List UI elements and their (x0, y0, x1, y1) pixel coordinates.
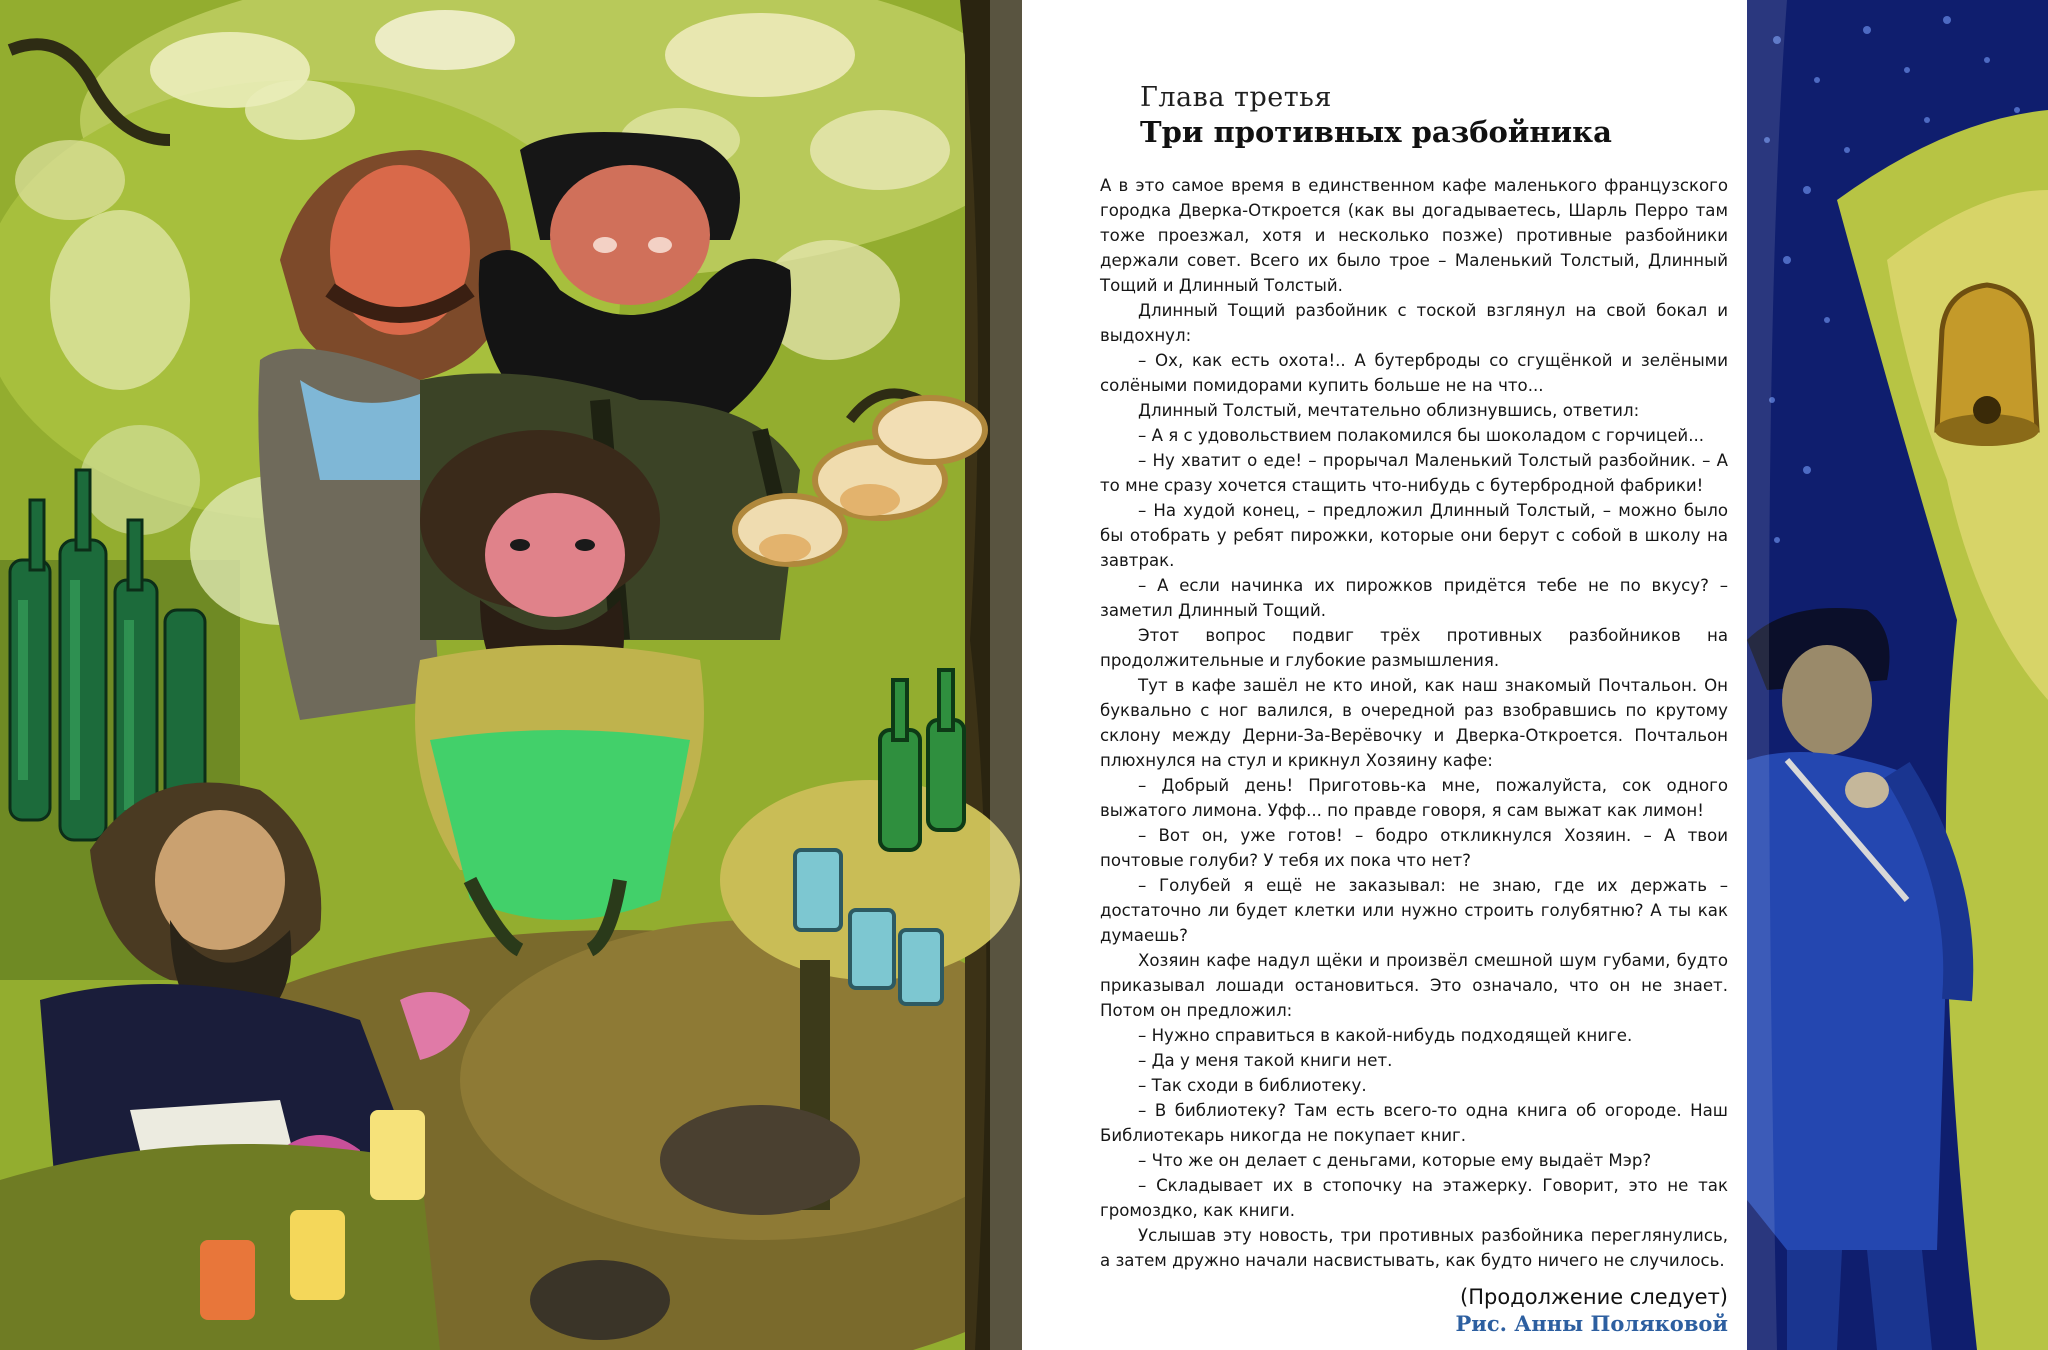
paragraph: – А я с удовольствием полакомился бы шоколадом с горчицей... (1138, 426, 1705, 445)
postman-illustration (1747, 0, 2048, 1350)
paragraph: – Ох, как есть охота!.. А бутерброды со сгущёнкой и зелёными солёными помидорами купить больше не на что... (1100, 351, 1728, 395)
paragraph: – Голубей я ещё не заказывал: не знаю, где их держать – достаточно ли будет клетки или нужно строить голубятню? А ты как думаешь? (1100, 876, 1728, 945)
paragraph: – Да у меня такой книги нет. (1138, 1051, 1393, 1070)
paragraph: – Ну хватит о еде! – прорычал Маленький Толстый разбойник. – А то мне сразу хочется стащить что-нибудь с бутербродной фабрики! (1100, 451, 1728, 495)
paragraph: – А если начинка их пирожков придётся тебе не по вкусу? – заметил Длинный Тощий. (1100, 576, 1728, 620)
paragraph: – Вот он, уже готов! – бодро откликнулся Хозяин. – А твои почтовые голуби? У тебя их пока что нет? (1100, 826, 1728, 870)
paragraph: – На худой конец, – предложил Длинный Толстый, – можно было бы отобрать у ребят пирожки, которые они берут с собой в школу на завтрак. (1100, 501, 1728, 570)
paragraph: – Добрый день! Приготовь-ка мне, пожалуйста, сок одного выжатого лимона. Уфф... по правде говоря, я сам выжат как лимон! (1100, 776, 1728, 820)
paragraph: Хозяин кафе надул щёки и произвёл смешной шум губами, будто приказывал лошади остановиться. Это означало, что он не знает. Потом он предложил: (1100, 951, 1728, 1020)
paragraph: Длинный Толстый, мечтательно облизнувшись, ответил: (1138, 401, 1640, 420)
paragraph: – Нужно справиться в какой-нибудь подходящей книге. (1138, 1026, 1633, 1045)
paragraph: Услышав эту новость, три противных разбойника переглянулись, а затем дружно начали насвистывать, как будто ничего не случилось. (1100, 1226, 1728, 1270)
paragraph: – Что же он делает с деньгами, которые ему выдаёт Мэр? (1138, 1151, 1652, 1170)
story-text-column (1100, 82, 1728, 1336)
chapter-title: Три противных разбойника (1140, 115, 1612, 149)
paragraph: – Так сходи в библиотеку. (1138, 1076, 1367, 1095)
chapter-label: Глава третья (1140, 82, 1332, 113)
paragraph: Длинный Тощий разбойник с тоской взглянул на свой бокал и выдохнул: (1100, 301, 1728, 345)
cafe-robbers-illustration (0, 0, 1022, 1350)
paragraph: Этот вопрос подвиг трёх противных разбойников на продолжительные и глубокие размышления. (1100, 626, 1728, 670)
paragraph: Тут в кафе зашёл не кто иной, как наш знакомый Почтальон. Он буквально с ног валился, в очередной раз взобравшись по крутому склону между Дерни-За-Верёвочку и Дверка-Откроется. Почтальон плюхнулся на стул и крикнул Хозяину кафе: (1100, 676, 1728, 770)
story-body (1100, 173, 1728, 1273)
paragraph: – Складывает их в стопочку на этажерку. Говорит, это не так громоздко, как книги. (1100, 1176, 1728, 1220)
paragraph: А в это самое время в единственном кафе маленького французского городка Дверка-Откроется (как вы догадываетесь, Шарль Перро там тоже проезжал, хотя и несколько позже) противные разбойники держали совет. Всего их было трое – Маленький Толстый, Длинный Тощий и Длинный Толстый. (1100, 176, 1728, 295)
illustrator-credit: Рис. Анны Поляковой (1455, 1311, 1728, 1336)
paragraph: – В библиотеку? Там есть всего-то одна книга об огороде. Наш Библиотекарь никогда не покупает книг. (1100, 1101, 1728, 1145)
to-be-continued: (Продолжение следует) (1460, 1285, 1728, 1309)
